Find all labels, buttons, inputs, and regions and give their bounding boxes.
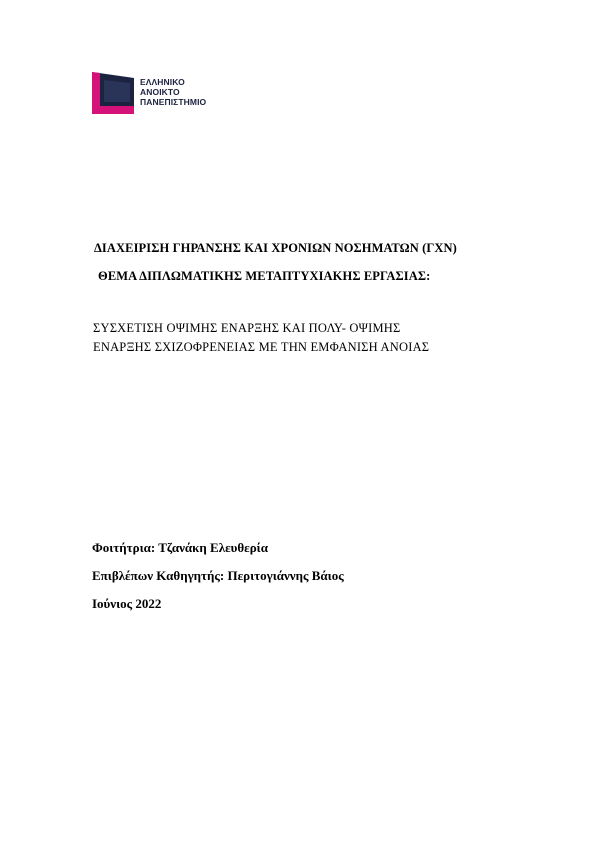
program-title: ΔΙΑΧΕΙΡΙΣΗ ΓΗΡΑΝΣΗΣ ΚΑΙ ΧΡΟΝΙΩΝ ΝΟΣΗΜΑΤΩΝ (ΓΧΝ) — [94, 241, 457, 255]
logo-line-2: ΑΝΟΙΚΤΟ — [140, 87, 180, 97]
logo-line-3: ΠΑΝΕΠΙΣΤΗΜΙΟ — [140, 97, 207, 107]
university-logo — [90, 70, 230, 120]
submission-date: Ιούνιος 2022 — [92, 596, 162, 611]
thesis-heading: ΘΕΜΑ ΔΙΠΛΩΜΑΤΙΚΗΣ ΜΕΤΑΠΤΥΧΙΑΚΗΣ ΕΡΓΑΣΙΑΣ: — [98, 269, 431, 283]
logo-wordmark — [140, 77, 206, 107]
logo-line-1: ΕΛΛΗΝΙΚΟ — [140, 77, 185, 87]
thesis-subject-line-2: ΕΝΑΡΞΗΣ ΣΧΙΖΟΦΡΕΝΕΙΑΣ ΜΕ ΤΗΝ ΕΜΦΑΝΙΣΗ ΑΝΟΙΑΣ — [93, 340, 430, 354]
thesis-subject-line-1: ΣΥΣΧΕΤΙΣΗ ΟΨΙΜΗΣ ΕΝΑΡΞΗΣ ΚΑΙ ΠΟΛΥ- ΟΨΙΜΗΣ — [93, 321, 401, 335]
student-name: Φοιτήτρια: Τζανάκη Ελευθερία — [92, 540, 268, 555]
supervisor-name: Επιβλέπων Καθηγητής: Περιτογιάννης Βάιος — [92, 568, 344, 583]
university-logo-icon — [90, 70, 136, 116]
